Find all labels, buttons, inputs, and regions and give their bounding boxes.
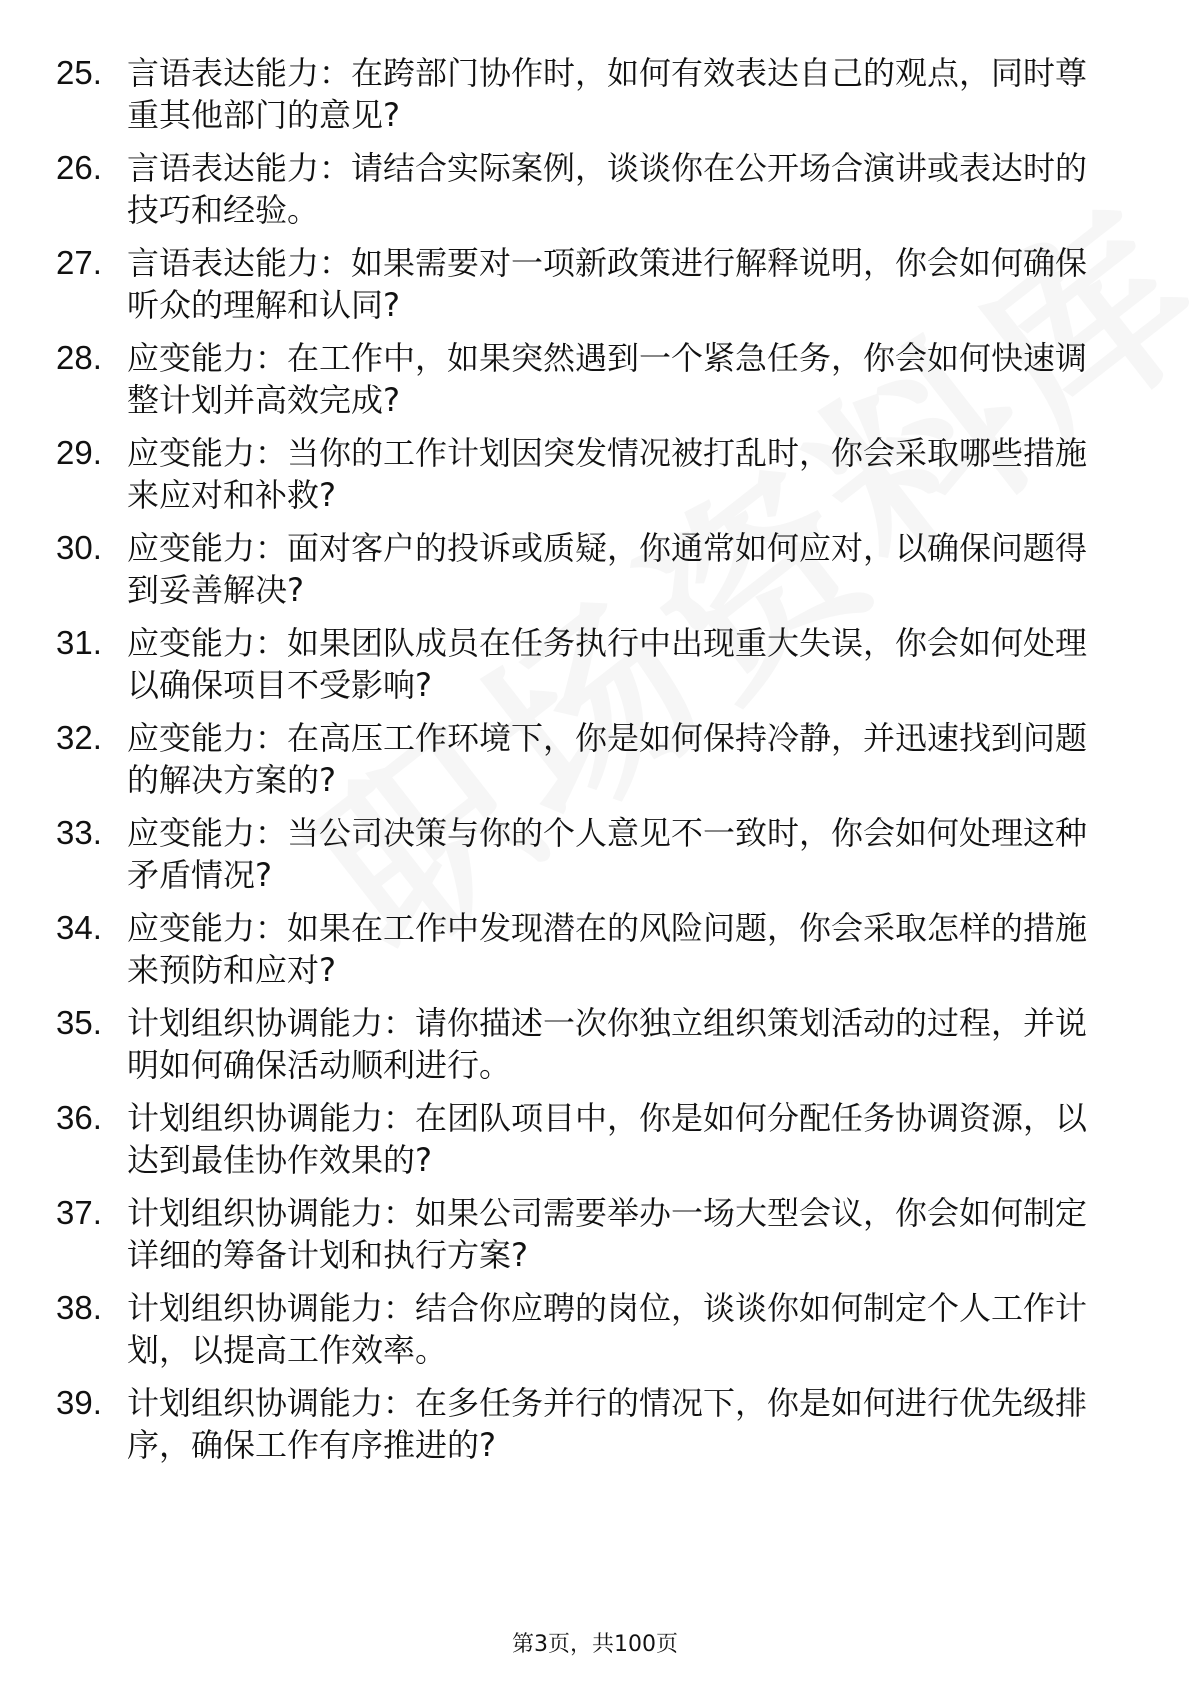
question-number: 35.: [56, 1004, 102, 1041]
question-number: 38.: [56, 1289, 102, 1326]
question-item: [56, 432, 1116, 516]
question-number: 27.: [56, 244, 102, 281]
question-number: 30.: [56, 529, 102, 566]
question-item: [56, 1192, 1116, 1276]
question-item: [56, 147, 1116, 231]
question-text: 计划组织协调能力：在团队项目中，你是如何分配任务协调资源，以达到最佳协作效果的?: [127, 1099, 1088, 1179]
question-list: [56, 52, 1116, 1477]
question-item: [56, 337, 1116, 421]
question-text: 应变能力：面对客户的投诉或质疑，你通常如何应对，以确保问题得到妥善解决?: [127, 529, 1088, 609]
question-item: [56, 1002, 1116, 1086]
question-item: [56, 52, 1116, 136]
question-text: 计划组织协调能力：在多任务并行的情况下，你是如何进行优先级排序，确保工作有序推进的?: [127, 1384, 1088, 1464]
question-text: 应变能力：当你的工作计划因突发情况被打乱时，你会采取哪些措施来应对和补救?: [127, 434, 1088, 514]
question-text: 计划组织协调能力：请你描述一次你独立组织策划活动的过程，并说明如何确保活动顺利进行。: [127, 1004, 1088, 1084]
page-footer: 第3页，共100页: [512, 1632, 678, 1657]
question-number: 32.: [56, 719, 102, 756]
question-item: [56, 1382, 1116, 1466]
question-number: 39.: [56, 1384, 102, 1421]
question-text: 应变能力：当公司决策与你的个人意见不一致时，你会如何处理这种矛盾情况?: [127, 814, 1088, 894]
question-number: 28.: [56, 339, 102, 376]
question-text: 应变能力：在高压工作环境下，你是如何保持冷静，并迅速找到问题的解决方案的?: [127, 719, 1088, 799]
question-text: 言语表达能力：如果需要对一项新政策进行解释说明，你会如何确保听众的理解和认同?: [127, 244, 1088, 324]
question-text: 计划组织协调能力：结合你应聘的岗位，谈谈你如何制定个人工作计划，以提高工作效率。: [127, 1289, 1088, 1369]
question-number: 33.: [56, 814, 102, 851]
question-number: 26.: [56, 149, 102, 186]
question-item: [56, 717, 1116, 801]
question-item: [56, 1287, 1116, 1371]
question-item: [56, 242, 1116, 326]
question-number: 34.: [56, 909, 102, 946]
question-number: 25.: [56, 54, 102, 91]
question-item: [56, 907, 1116, 991]
question-text: 应变能力：如果在工作中发现潜在的风险问题，你会采取怎样的措施来预防和应对?: [127, 909, 1088, 989]
question-text: 言语表达能力：请结合实际案例，谈谈你在公开场合演讲或表达时的技巧和经验。: [127, 149, 1088, 229]
question-number: 36.: [56, 1099, 102, 1136]
question-number: 29.: [56, 434, 102, 471]
question-item: [56, 622, 1116, 706]
question-number: 37.: [56, 1194, 102, 1231]
question-item: [56, 1097, 1116, 1181]
question-item: [56, 812, 1116, 896]
question-item: [56, 527, 1116, 611]
question-text: 应变能力：如果团队成员在任务执行中出现重大失误，你会如何处理以确保项目不受影响?: [127, 624, 1088, 704]
question-text: 计划组织协调能力：如果公司需要举办一场大型会议，你会如何制定详细的筹备计划和执行方案?: [127, 1194, 1088, 1274]
question-text: 言语表达能力：在跨部门协作时，如何有效表达自己的观点，同时尊重其他部门的意见?: [127, 54, 1088, 134]
question-number: 31.: [56, 624, 102, 661]
question-text: 应变能力：在工作中，如果突然遇到一个紧急任务，你会如何快速调整计划并高效完成?: [127, 339, 1088, 419]
